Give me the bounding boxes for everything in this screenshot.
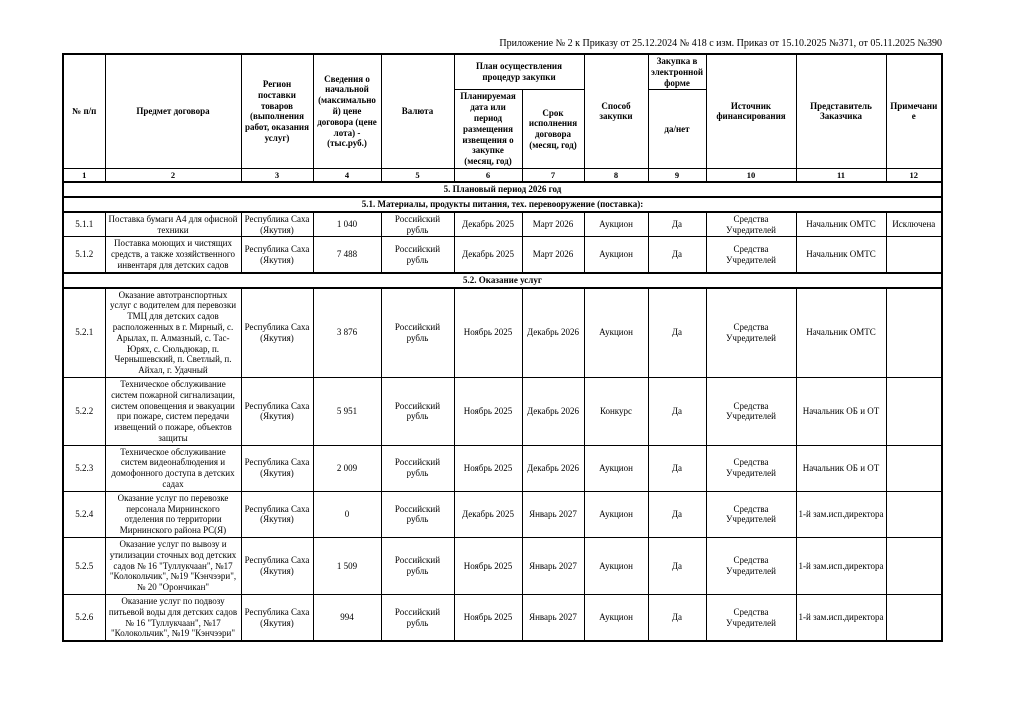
customer-representative-cell: Начальник ОМТС	[796, 237, 886, 273]
plan-date-cell: Ноябрь 2025	[454, 288, 522, 378]
table-row	[63, 595, 942, 642]
funding-source-cell: Средства Учредителей	[706, 445, 796, 491]
contract-subject-cell: Техническое обслуживание систем видеонаблюдения и домофонного доступа в детских садах	[105, 445, 241, 491]
customer-representative-cell: 1-й зам.исп.директора	[796, 491, 886, 537]
col-header-electronic-group: Закупка в электронной форме	[648, 54, 706, 90]
plan-date-cell: Декабрь 2025	[454, 212, 522, 237]
purchase-method-cell: Аукцион	[584, 288, 648, 378]
customer-representative-cell: Начальник ОБ и ОТ	[796, 377, 886, 445]
column-number: 2	[105, 168, 241, 182]
region-cell: Республика Саха (Якутия)	[241, 445, 313, 491]
contract-term-cell: Январь 2027	[522, 538, 584, 595]
electronic-yesno-cell: Да	[648, 595, 706, 642]
electronic-yesno-cell: Да	[648, 538, 706, 595]
header-row-top	[63, 54, 942, 90]
table-row	[63, 538, 942, 595]
note-cell: Исключена	[886, 212, 942, 237]
note-cell	[886, 288, 942, 378]
table-header	[63, 54, 942, 182]
contract-term-cell: Январь 2027	[522, 595, 584, 642]
electronic-yesno-cell: Да	[648, 377, 706, 445]
column-number: 10	[706, 168, 796, 182]
price-cell: 3 876	[313, 288, 381, 378]
price-cell: 5 951	[313, 377, 381, 445]
col-header-subject: Предмет договора	[105, 54, 241, 168]
column-number: 7	[522, 168, 584, 182]
row-number-cell: 5.2.1	[63, 288, 105, 378]
region-cell: Республика Саха (Якутия)	[241, 595, 313, 642]
region-cell: Республика Саха (Якутия)	[241, 212, 313, 237]
funding-source-cell: Средства Учредителей	[706, 288, 796, 378]
note-cell	[886, 538, 942, 595]
col-header-region: Регион поставки товаров (выполнения работ, оказания услуг)	[241, 54, 313, 168]
contract-subject-cell: Оказание услуг по вывозу и утилизации сточных вод детских садов № 16 "Туллукчаан", №17 "Колокольчик", №19 "Кэнчээри", № 20 "Орончикан"	[105, 538, 241, 595]
column-number: 4	[313, 168, 381, 182]
rows-section-5-1	[63, 212, 942, 273]
col-header-plan-group: План осуществления процедур закупки	[454, 54, 584, 90]
contract-subject-cell: Оказание услуг по подвозу питьевой воды для детских садов № 16 "Туллукчаан", №17 "Колокольчик", №19 "Кэнчээри"	[105, 595, 241, 642]
customer-representative-cell: Начальник ОБ и ОТ	[796, 445, 886, 491]
purchase-method-cell: Аукцион	[584, 491, 648, 537]
currency-cell: Российский рубль	[381, 445, 454, 491]
currency-cell: Российский рубль	[381, 377, 454, 445]
funding-source-cell: Средства Учредителей	[706, 595, 796, 642]
price-cell: 0	[313, 491, 381, 537]
contract-term-cell: Март 2026	[522, 237, 584, 273]
contract-subject-cell: Техническое обслуживание систем пожарной сигнализации, систем оповещения и эвакуации при пожаре, систем передачи извещений о пожаре, объектов защиты	[105, 377, 241, 445]
currency-cell: Российский рубль	[381, 595, 454, 642]
contract-subject-cell: Поставка бумаги А4 для офисной техники	[105, 212, 241, 237]
customer-representative-cell: 1-й зам.исп.директора	[796, 538, 886, 595]
table-row	[63, 288, 942, 378]
electronic-yesno-cell: Да	[648, 212, 706, 237]
electronic-yesno-cell: Да	[648, 237, 706, 273]
currency-cell: Российский рубль	[381, 491, 454, 537]
customer-representative-cell: Начальник ОМТС	[796, 212, 886, 237]
row-number-cell: 5.1.1	[63, 212, 105, 237]
contract-subject-cell: Оказание автотранспортных услуг с водителем для перевозки ТМЦ для детских садов расположенных в г. Мирный, с. Арылах, п. Алмазный, с. Тас-Юрях, с. Сюльдюкар, п. Чернышевский, п. Светлый, п. Айхал, г. Удачный	[105, 288, 241, 378]
contract-term-cell: Декабрь 2026	[522, 288, 584, 378]
column-number: 5	[381, 168, 454, 182]
row-number-cell: 5.2.2	[63, 377, 105, 445]
electronic-yesno-cell: Да	[648, 445, 706, 491]
currency-cell: Российский рубль	[381, 212, 454, 237]
region-cell: Республика Саха (Якутия)	[241, 538, 313, 595]
table-row	[63, 491, 942, 537]
currency-cell: Российский рубль	[381, 288, 454, 378]
contract-subject-cell: Поставка моющих и чистящих средств, а также хозяйственного инвентаря для детских садов	[105, 237, 241, 273]
table-row	[63, 445, 942, 491]
customer-representative-cell: 1-й зам.исп.директора	[796, 595, 886, 642]
section-row-5-1	[63, 197, 942, 212]
procurement-plan-table	[62, 53, 943, 642]
region-cell: Республика Саха (Якутия)	[241, 288, 313, 378]
note-cell	[886, 491, 942, 537]
plan-date-cell: Ноябрь 2025	[454, 377, 522, 445]
note-cell	[886, 445, 942, 491]
customer-representative-cell: Начальник ОМТС	[796, 288, 886, 378]
plan-date-cell: Декабрь 2025	[454, 491, 522, 537]
column-number: 3	[241, 168, 313, 182]
plan-date-cell: Ноябрь 2025	[454, 538, 522, 595]
section-title: 5. Плановый период 2026 год	[63, 182, 942, 197]
purchase-method-cell: Аукцион	[584, 445, 648, 491]
funding-source-cell: Средства Учредителей	[706, 237, 796, 273]
row-number-cell: 5.2.6	[63, 595, 105, 642]
col-header-note: Примечание	[886, 54, 942, 168]
col-header-number: № п/п	[63, 54, 105, 168]
price-cell: 2 009	[313, 445, 381, 491]
funding-source-cell: Средства Учредителей	[706, 491, 796, 537]
funding-source-cell: Средства Учредителей	[706, 377, 796, 445]
purchase-method-cell: Аукцион	[584, 538, 648, 595]
col-header-funding: Источник финансирования	[706, 54, 796, 168]
row-number-cell: 5.2.5	[63, 538, 105, 595]
purchase-method-cell: Аукцион	[584, 237, 648, 273]
table-row	[63, 377, 942, 445]
table-row	[63, 237, 942, 273]
col-header-price: Сведения о начальной (максимальной) цене договора (цене лота) - (тыс.руб.)	[313, 54, 381, 168]
appendix-note: Приложение № 2 к Приказу от 25.12.2024 № 418 с изм. Приказ от 15.10.2025 №371, от 05.11.2025 №390	[499, 38, 942, 49]
funding-source-cell: Средства Учредителей	[706, 538, 796, 595]
column-number: 9	[648, 168, 706, 182]
plan-date-cell: Декабрь 2025	[454, 237, 522, 273]
col-header-electronic-yesno: да/нет	[648, 90, 706, 169]
column-number: 11	[796, 168, 886, 182]
plan-date-cell: Ноябрь 2025	[454, 595, 522, 642]
purchase-method-cell: Аукцион	[584, 595, 648, 642]
section-title: 5.1. Материалы, продукты питания, тех. перевооружение (поставка):	[63, 197, 942, 212]
row-number-cell: 5.2.3	[63, 445, 105, 491]
row-number-cell: 5.1.2	[63, 237, 105, 273]
col-header-method: Способ закупки	[584, 54, 648, 168]
contract-term-cell: Март 2026	[522, 212, 584, 237]
electronic-yesno-cell: Да	[648, 288, 706, 378]
price-cell: 1 509	[313, 538, 381, 595]
section-row-5-2	[63, 273, 942, 288]
section-row-period	[63, 182, 942, 197]
column-number: 8	[584, 168, 648, 182]
col-header-plan-term: Срок исполнения договора (месяц, год)	[522, 90, 584, 169]
plan-date-cell: Ноябрь 2025	[454, 445, 522, 491]
funding-source-cell: Средства Учредителей	[706, 212, 796, 237]
section-title: 5.2. Оказание услуг	[63, 273, 942, 288]
contract-term-cell: Декабрь 2026	[522, 377, 584, 445]
purchase-method-cell: Аукцион	[584, 212, 648, 237]
rows-section-5-2	[63, 288, 942, 642]
contract-term-cell: Декабрь 2026	[522, 445, 584, 491]
note-cell	[886, 377, 942, 445]
col-header-currency: Валюта	[381, 54, 454, 168]
contract-subject-cell: Оказание услуг по перевозке персонала Мирнинского отделения по территории Мирнинского района РС(Я)	[105, 491, 241, 537]
col-header-representative: Представитель Заказчика	[796, 54, 886, 168]
price-cell: 994	[313, 595, 381, 642]
row-number-cell: 5.2.4	[63, 491, 105, 537]
purchase-method-cell: Конкурс	[584, 377, 648, 445]
column-number: 6	[454, 168, 522, 182]
region-cell: Республика Саха (Якутия)	[241, 491, 313, 537]
col-header-plan-date: Планируемая дата или период размещения извещения о закупке (месяц, год)	[454, 90, 522, 169]
contract-term-cell: Январь 2027	[522, 491, 584, 537]
note-cell	[886, 595, 942, 642]
region-cell: Республика Саха (Якутия)	[241, 237, 313, 273]
table-row	[63, 212, 942, 237]
currency-cell: Российский рубль	[381, 237, 454, 273]
region-cell: Республика Саха (Якутия)	[241, 377, 313, 445]
price-cell: 1 040	[313, 212, 381, 237]
column-number: 12	[886, 168, 942, 182]
column-numbers-row	[63, 168, 942, 182]
currency-cell: Российский рубль	[381, 538, 454, 595]
electronic-yesno-cell: Да	[648, 491, 706, 537]
note-cell	[886, 237, 942, 273]
column-number: 1	[63, 168, 105, 182]
price-cell: 7 488	[313, 237, 381, 273]
